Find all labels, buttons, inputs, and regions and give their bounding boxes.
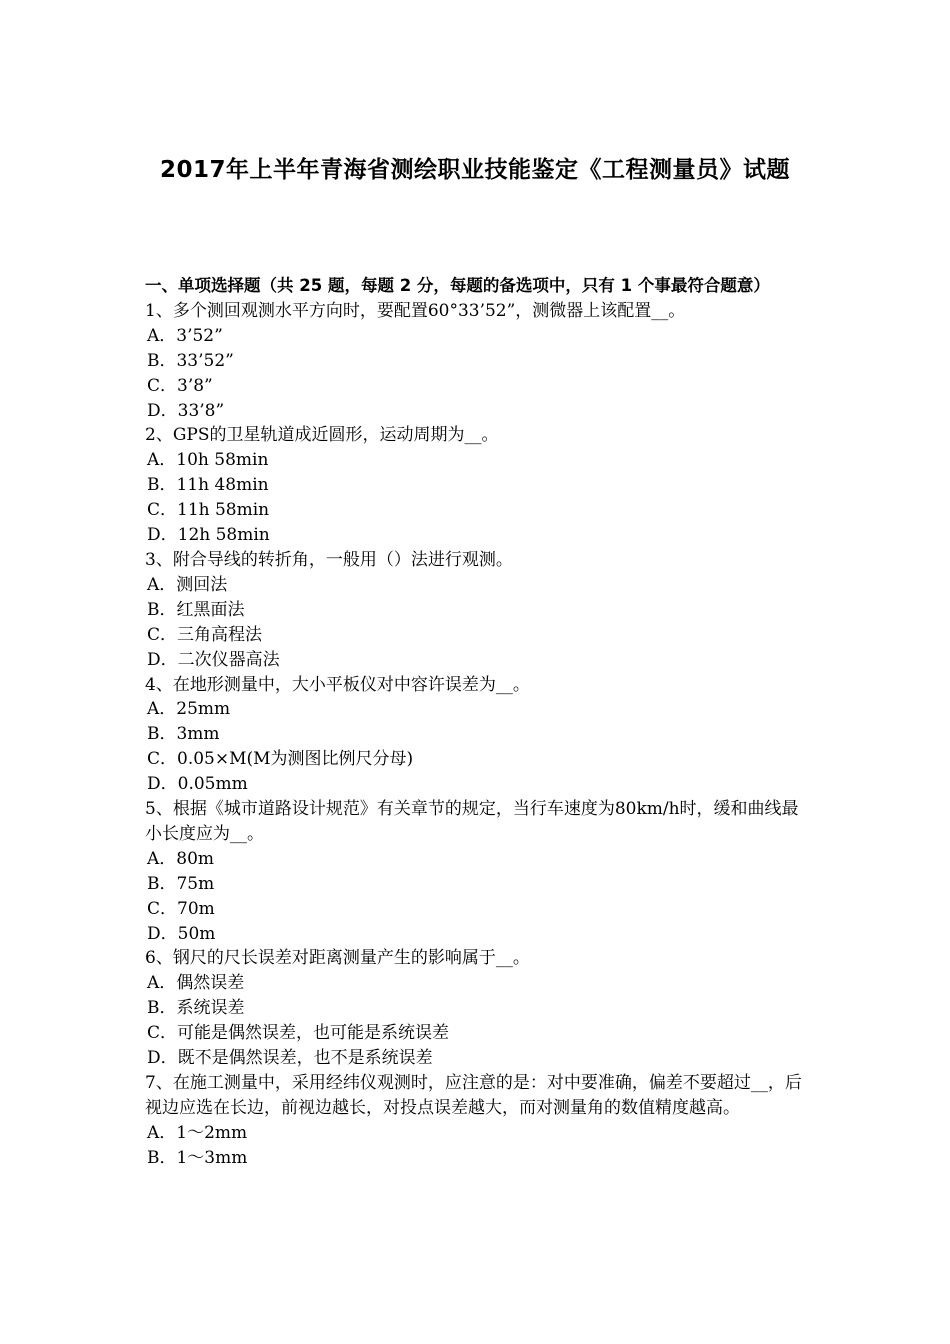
question-2 [145, 423, 810, 548]
option-c: C．70m [147, 898, 215, 919]
option-c: C．0.05×M(M为测图比例尺分母) [147, 749, 414, 770]
option-a: A．测回法 [147, 574, 228, 595]
option-a: A．偶然误差 [147, 973, 245, 994]
question-stem: 3、附合导线的转折角，一般用（）法进行观测。 [145, 549, 513, 570]
document-body [145, 274, 810, 1171]
option-a: A．80m [147, 848, 215, 869]
option-c: C．3’8” [147, 375, 213, 396]
question-6 [145, 946, 810, 1071]
question-7 [145, 1071, 810, 1171]
question-1 [145, 299, 810, 424]
question-5 [145, 797, 810, 946]
option-d: D．二次仪器高法 [147, 649, 280, 670]
option-c: C．11h 58min [147, 500, 270, 521]
option-b: B．3mm [147, 724, 220, 745]
question-3 [145, 548, 810, 673]
option-a: A．3’52” [147, 325, 223, 346]
option-d: D．12h 58min [147, 525, 270, 546]
option-b: B．系统误差 [147, 998, 245, 1019]
question-stem: 7、在施工测量中，采用经纬仪观测时，应注意的是：对中要准确，偏差不要超过__，后视边应选在长边，前视边越长，对投点误差越大，而对测量角的数值精度越高。 [145, 1073, 802, 1118]
option-a: A．1～2mm [147, 1122, 248, 1143]
question-stem: 6、钢尺的尺长误差对距离测量产生的影响属于__。 [145, 948, 530, 969]
option-b: B．33’52” [147, 350, 234, 371]
option-d: D．33’8” [147, 400, 225, 421]
option-b: B．1～3mm [147, 1147, 248, 1168]
question-stem: 2、GPS的卫星轨道成近圆形，运动周期为__。 [145, 425, 499, 446]
document-title: 2017年上半年青海省测绘职业技能鉴定《工程测量员》试题 [159, 157, 790, 183]
question-stem: 1、多个测回观测水平方向时，要配置60°33’52”，测微器上该配置__。 [145, 300, 686, 321]
question-stem: 4、在地形测量中，大小平板仪对中容许误差为__。 [145, 674, 530, 695]
option-d: D．0.05mm [147, 774, 248, 795]
option-d: D．既不是偶然误差，也不是系统误差 [147, 1048, 433, 1069]
option-c: C．三角高程法 [147, 624, 263, 645]
option-d: D．50m [147, 923, 216, 944]
option-c: C．可能是偶然误差，也可能是系统误差 [147, 1023, 450, 1044]
question-stem: 5、根据《城市道路设计规范》有关章节的规定，当行车速度为80km/h时，缓和曲线最小长度应为__。 [145, 799, 799, 844]
option-b: B．11h 48min [147, 475, 269, 496]
option-b: B．75m [147, 873, 215, 894]
section-heading: 一、单项选择题（共 25 题，每题 2 分，每题的备选项中，只有 1 个事最符合题意） [145, 276, 770, 295]
option-b: B．红黑面法 [147, 599, 245, 620]
option-a: A．10h 58min [147, 450, 269, 471]
question-4 [145, 673, 810, 798]
option-a: A．25mm [147, 699, 231, 720]
